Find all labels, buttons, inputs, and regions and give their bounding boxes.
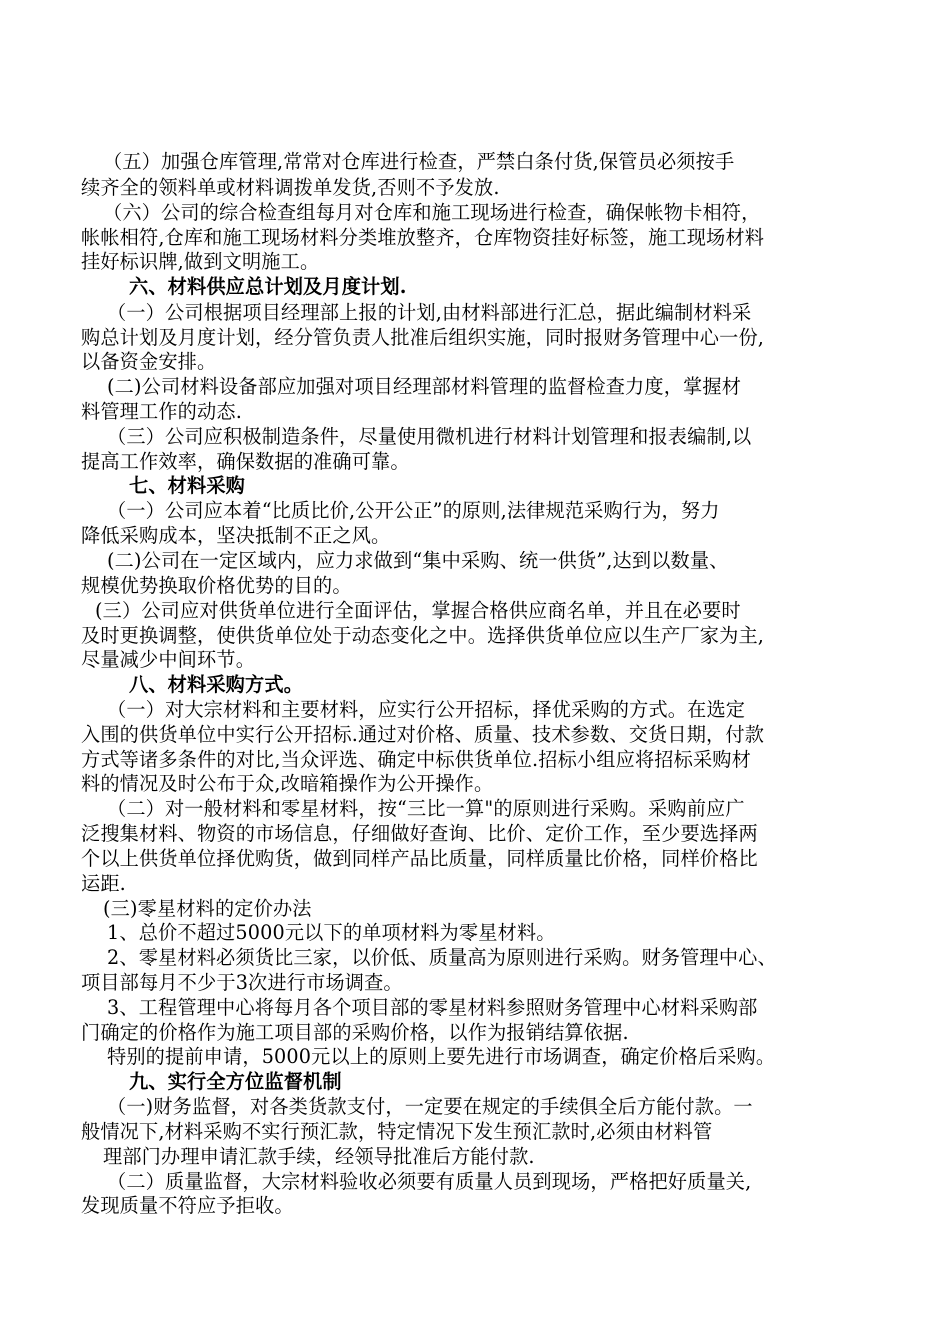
text-line: 个以上供货单位择优购货，做到同样产品比质量，同样质量比价格，同样价格比 bbox=[81, 847, 758, 870]
text-line: 理部门办理申请汇款手续，经领导批准后方能付款. bbox=[103, 1145, 535, 1168]
text-line: 项目部每月不少于3次进行市场调查。 bbox=[81, 971, 403, 994]
text-line: 般情况下,材料采购不实行预汇款，特定情况下发生预汇款时,必须由材料管 bbox=[81, 1120, 713, 1143]
text-line: （一）公司应本着“比质比价,公开公正”的原则,法律规范采购行为，努力 bbox=[107, 499, 720, 522]
text-line: 挂好标识牌,做到文明施工。 bbox=[81, 250, 320, 273]
text-line: 尽量减少中间环节。 bbox=[81, 648, 256, 671]
text-line: 3、工程管理中心将每月各个项目部的零星材料参照财务管理中心材料采购部 bbox=[107, 996, 758, 1019]
text-line: 续齐全的领料单或材料调拨单发货,否则不予发放. bbox=[81, 176, 500, 199]
text-line: （一）对大宗材料和主要材料，应实行公开招标，择优采购的方式。在选定 bbox=[107, 698, 746, 721]
text-line: 门确定的价格作为施工项目部的采购价格，以作为报销结算依据. bbox=[81, 1021, 629, 1044]
text-line: 发现质量不符应予拒收。 bbox=[81, 1194, 294, 1217]
section-heading: 九、实行全方位监督机制 bbox=[129, 1070, 342, 1093]
section-heading: 八、材料采购方式。 bbox=[129, 673, 304, 696]
section-heading: 六、材料供应总计划及月度计划. bbox=[129, 275, 407, 298]
text-line: （五）加强仓库管理,常常对仓库进行检查，严禁白条付货,保管员必须按手 bbox=[103, 150, 735, 173]
section-heading: 七、材料采购 bbox=[129, 474, 246, 497]
text-line: 2、零星材料必须货比三家，以价低、质量高为原则进行采购。财务管理中心、 bbox=[107, 946, 777, 969]
text-line: (二)公司材料设备部应加强对项目经理部材料管理的监督检查力度，掌握材 bbox=[107, 375, 742, 398]
text-line: （六）公司的综合检查组每月对仓库和施工现场进行检查，确保帐物卡相符， bbox=[103, 201, 761, 224]
text-line: 1、总价不超过5000元以下的单项材料为零星材料。 bbox=[107, 921, 556, 944]
text-line: (二)公司在一定区域内，应力求做到“集中采购、统一供货”,达到以数量、 bbox=[107, 549, 729, 572]
text-line: 购总计划及月度计划，经分管负责人批准后组织实施，同时报财务管理中心一份, bbox=[81, 326, 765, 349]
text-line: 运距. bbox=[81, 872, 126, 895]
text-line: （二）对一般材料和零星材料，按“三比一算"的原则进行采购。采购前应广 bbox=[107, 797, 745, 820]
text-line: 方式等诸多条件的对比,当众评选、确定中标供货单位.招标小组应将招标采购材 bbox=[81, 748, 751, 771]
text-line: (三)零星材料的定价办法 bbox=[103, 897, 312, 920]
text-line: 入围的供货单位中实行公开招标.通过对价格、质量、技术参数、交货日期，付款 bbox=[81, 723, 765, 746]
text-line: 规模优势换取价格优势的目的。 bbox=[81, 574, 352, 597]
text-line: 料的情况及时公布于众,改暗箱操作为公开操作。 bbox=[81, 772, 494, 795]
text-line: 特别的提前申请，5000元以上的原则上要先进行市场调查，确定价格后采购。 bbox=[107, 1045, 776, 1068]
text-line: 及时更换调整，使供货单位处于动态变化之中。选择供货单位应以生产厂家为主, bbox=[81, 624, 765, 647]
text-line: （二）质量监督，大宗材料验收必须要有质量人员到现场，严格把好质量关, bbox=[107, 1170, 752, 1193]
text-line: （三）公司应积极制造条件，尽量使用微机进行材料计划管理和报表编制,以 bbox=[107, 425, 752, 448]
text-line: 以备资金安排。 bbox=[81, 350, 217, 373]
text-line: 料管理工作的动态. bbox=[81, 400, 242, 423]
text-line: (三）公司应对供货单位进行全面评估，掌握合格供应商名单，并且在必要时 bbox=[95, 599, 741, 622]
text-line: 帐帐相符,仓库和施工现场材料分类堆放整齐，仓库物资挂好标签，施工现场材料 bbox=[81, 226, 765, 249]
text-line: 降低采购成本，坚决抵制不正之风。 bbox=[81, 524, 391, 547]
text-line: 泛搜集材料、物资的市场信息，仔细做好查询、比价、定价工作，至少要选择两 bbox=[81, 822, 758, 845]
text-line: （一）公司根据项目经理部上报的计划,由材料部进行汇总，据此编制材料采 bbox=[107, 301, 752, 324]
text-line: （一)财务监督，对各类货款支付，一定要在规定的手续俱全后方能付款。一 bbox=[107, 1095, 753, 1118]
text-line: 提高工作效率，确保数据的准确可靠。 bbox=[81, 450, 410, 473]
